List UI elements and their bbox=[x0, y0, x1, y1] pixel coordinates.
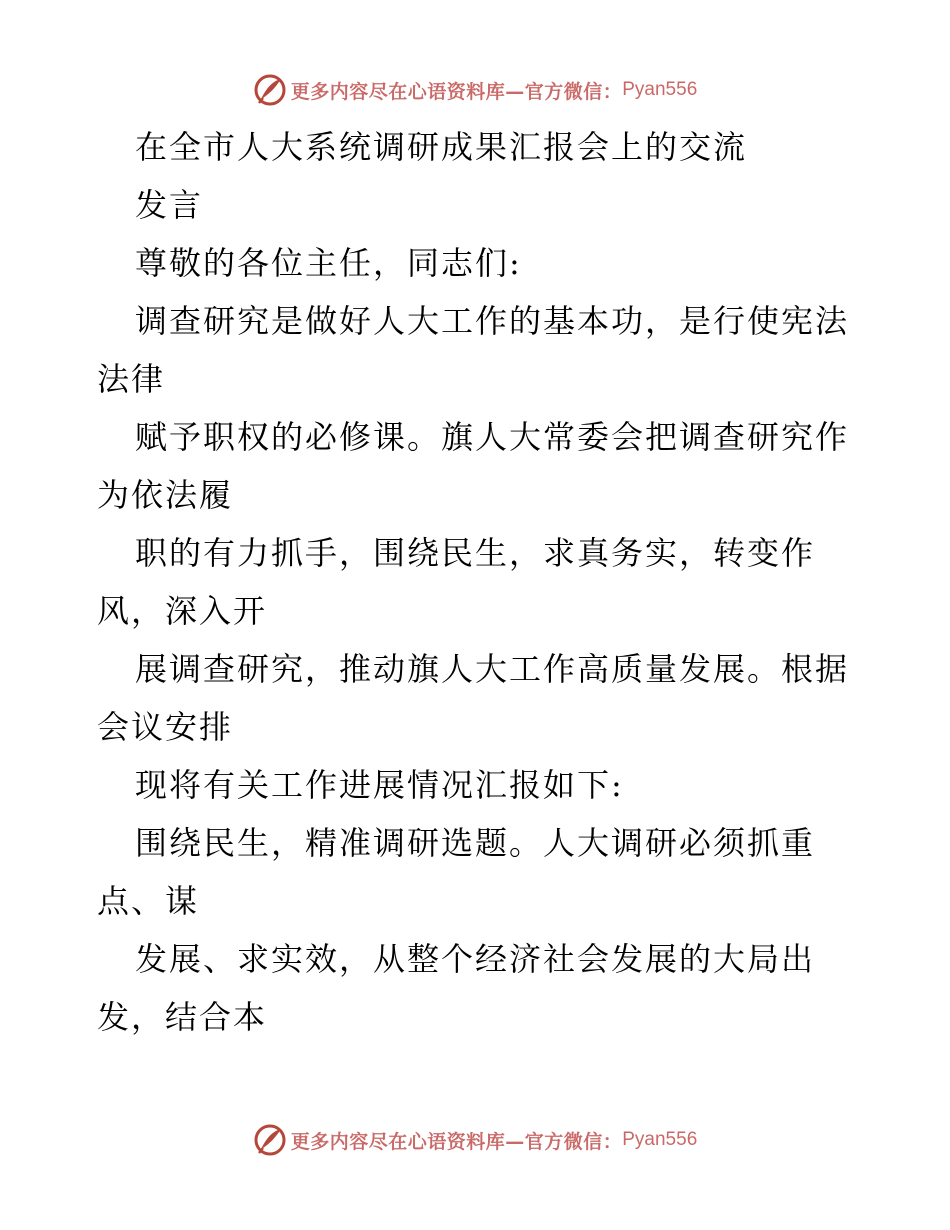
watermark-account: Pyan556 bbox=[622, 1129, 698, 1150]
text-line: 现将有关工作进展情况汇报如下: bbox=[135, 766, 624, 804]
document-body bbox=[97, 118, 857, 1046]
text-line: 调查研究是做好人大工作的基本功，是行使宪法 bbox=[135, 302, 850, 340]
text-line: 风，深入开 bbox=[97, 592, 268, 630]
text-line: 尊敬的各位主任，同志们: bbox=[135, 244, 522, 282]
text-line: 职的有力抓手，围绕民生，求真务实，转变作 bbox=[135, 534, 816, 572]
text-line: 展调查研究，推动旗人大工作高质量发展。根据 bbox=[135, 650, 850, 688]
text-line: 发，结合本 bbox=[97, 998, 268, 1036]
header-watermark bbox=[0, 70, 950, 110]
footer-watermark bbox=[0, 1120, 950, 1160]
watermark-text: 更多内容尽在心语资料库—官方微信： bbox=[290, 80, 623, 103]
watermark-account: Pyan556 bbox=[622, 79, 698, 100]
text-line: 发言 bbox=[135, 186, 204, 224]
text-line: 发展、求实效，从整个经济社会发展的大局出 bbox=[135, 940, 816, 978]
feather-pen-logo-icon bbox=[253, 1123, 287, 1157]
text-line: 法律 bbox=[97, 360, 166, 398]
text-line: 点、谋 bbox=[97, 882, 200, 920]
text-line: 赋予职权的必修课。旗人大常委会把调查研究作 bbox=[135, 418, 850, 456]
feather-pen-logo-icon bbox=[253, 73, 287, 107]
text-line: 会议安排 bbox=[97, 708, 234, 746]
watermark-text: 更多内容尽在心语资料库—官方微信： bbox=[290, 1130, 623, 1153]
text-line: 围绕民生，精准调研选题。人大调研必须抓重 bbox=[135, 824, 816, 862]
text-line: 在全市人大系统调研成果汇报会上的交流 bbox=[135, 128, 748, 166]
text-line: 为依法履 bbox=[97, 476, 234, 514]
